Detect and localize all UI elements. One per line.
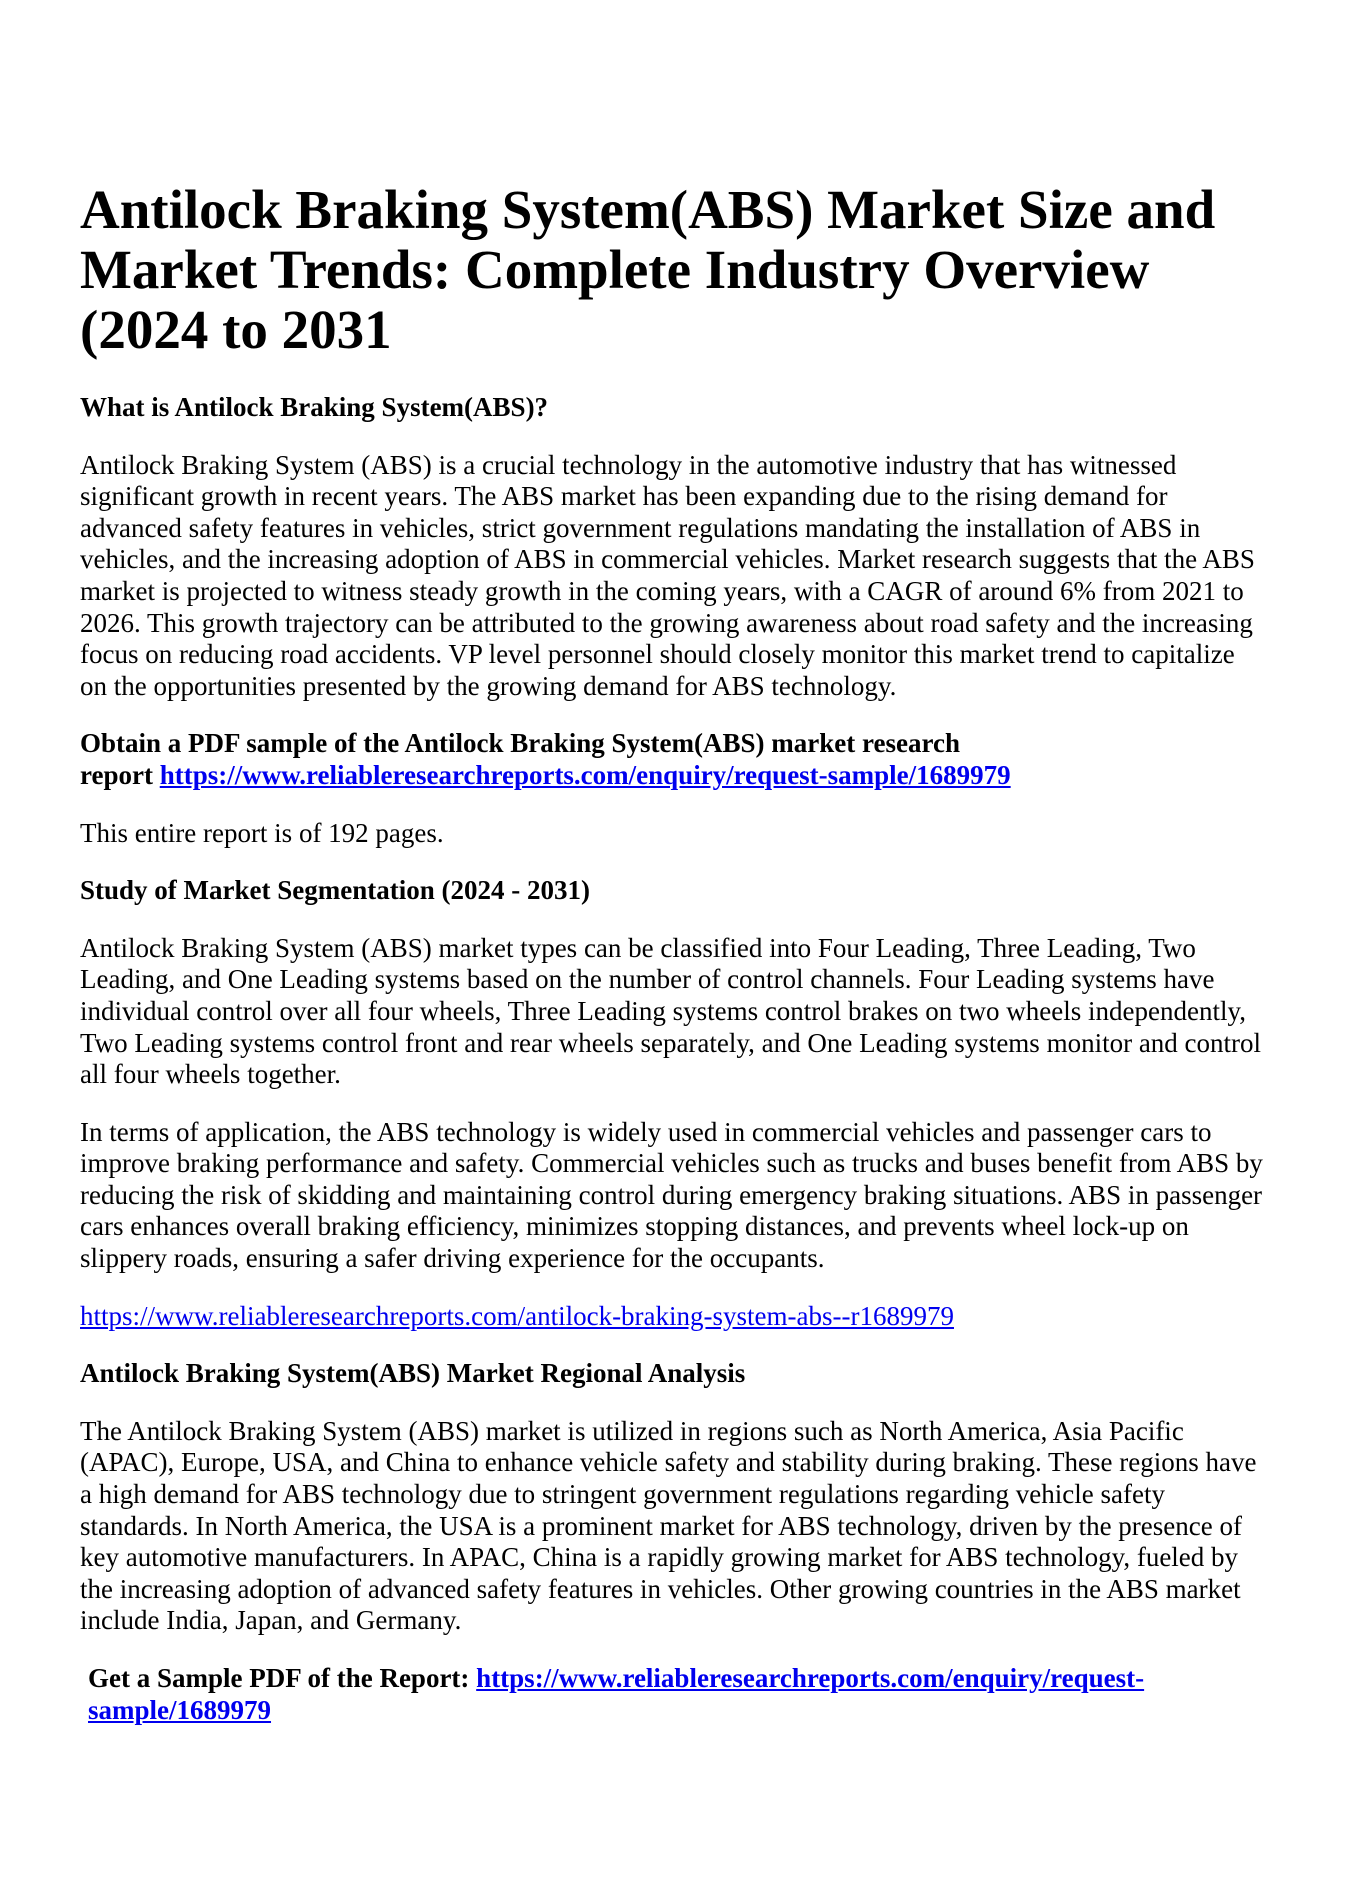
paragraph-regional-analysis: The Antilock Braking System (ABS) market is utilized in regions such as North America, Asia Pacific (APAC), Europe, USA, and China to enhance vehicle safety and stability during braking. These regions have a high demand for ABS technology due to stringent government regulations regarding vehicle safety standards. In North America, the USA is a prominent market for ABS technology, driven by the presence of key automotive manufacturers. In APAC, China is a rapidly growing market for ABS technology, fueled by the increasing adoption of advanced safety features in vehicles. Other growing countries in the ABS market include India, Japan, and Germany. [80,1415,1257,1636]
report-link-paragraph [80,1301,1265,1333]
sample-cta-text-line1: Obtain a PDF sample of the Antilock Braking System(ABS) market research [80,728,960,759]
paragraph-abs-overview: Antilock Braking System (ABS) is a crucial technology in the automotive industry that has witnessed significant growth in recent years. The ABS market has been expanding due to the rising demand for advanced safety features in vehicles, strict government regulations mandating the installation of ABS in vehicles, and the increasing adoption of ABS in commercial vehicles. Market research suggests that the ABS market is projected to witness steady growth in the coming years, with a CAGR of around 6% from 2021 to 2026. This growth trajectory can be attributed to the growing awareness about road safety and the increasing focus on reducing road accidents. VP level personnel should closely monitor this market trend to capitalize on the opportunities presented by the growing demand for ABS technology. [80,449,1255,701]
heading-what-is-abs: What is Antilock Braking System(ABS)? [80,392,549,422]
heading-market-segmentation: Study of Market Segmentation (2024 - 2031) [80,875,590,906]
page-title: Antilock Braking System(ABS) Market Size and Market Trends: Complete Industry Overview (2024 to 2031 [80,179,1216,360]
heading-regional-analysis: Antilock Braking System(ABS) Market Regional Analysis [80,1358,746,1389]
get-sample-link[interactable]: https://www.reliableresearchreports.com/enquiry/request-sample/1689979 [88,1663,1145,1725]
report-page-link[interactable]: https://www.reliableresearchreports.com/antilock-braking-system-abs--r1689979 [80,1300,954,1331]
paragraph-market-applications: In terms of application, the ABS technology is widely used in commercial vehicles and passenger cars to improve braking performance and safety. Commercial vehicles such as trucks and buses benefit from ABS by reducing the risk of skidding and maintaining control during emergency braking situations. ABS in passenger cars enhances overall braking efficiency, minimizes stopping distances, and prevents wheel lock-up on slippery roads, ensuring a safer driving experience for the occupants. [80,1116,1263,1274]
paragraph-market-types: Antilock Braking System (ABS) market types can be classified into Four Leading, Three Leading, Two Leading, and One Leading systems based on the number of control channels. Four Leading systems have individual control over all four wheels, Three Leading systems control brakes on two wheels independently, Two Leading systems control front and rear wheels separately, and One Leading systems monitor and control all four wheels together. [80,932,1262,1090]
get-sample-cta-paragraph [80,1663,1265,1726]
request-sample-link[interactable]: https://www.reliableresearchreports.com/enquiry/request-sample/1689979 [159,759,1011,790]
sample-cta-paragraph [80,728,1265,791]
report-pages-note: This entire report is of 192 pages. [80,817,444,848]
sample-cta-text-line2-prefix: report [80,759,160,790]
get-sample-label: Get a Sample PDF of the Report: [88,1663,470,1693]
